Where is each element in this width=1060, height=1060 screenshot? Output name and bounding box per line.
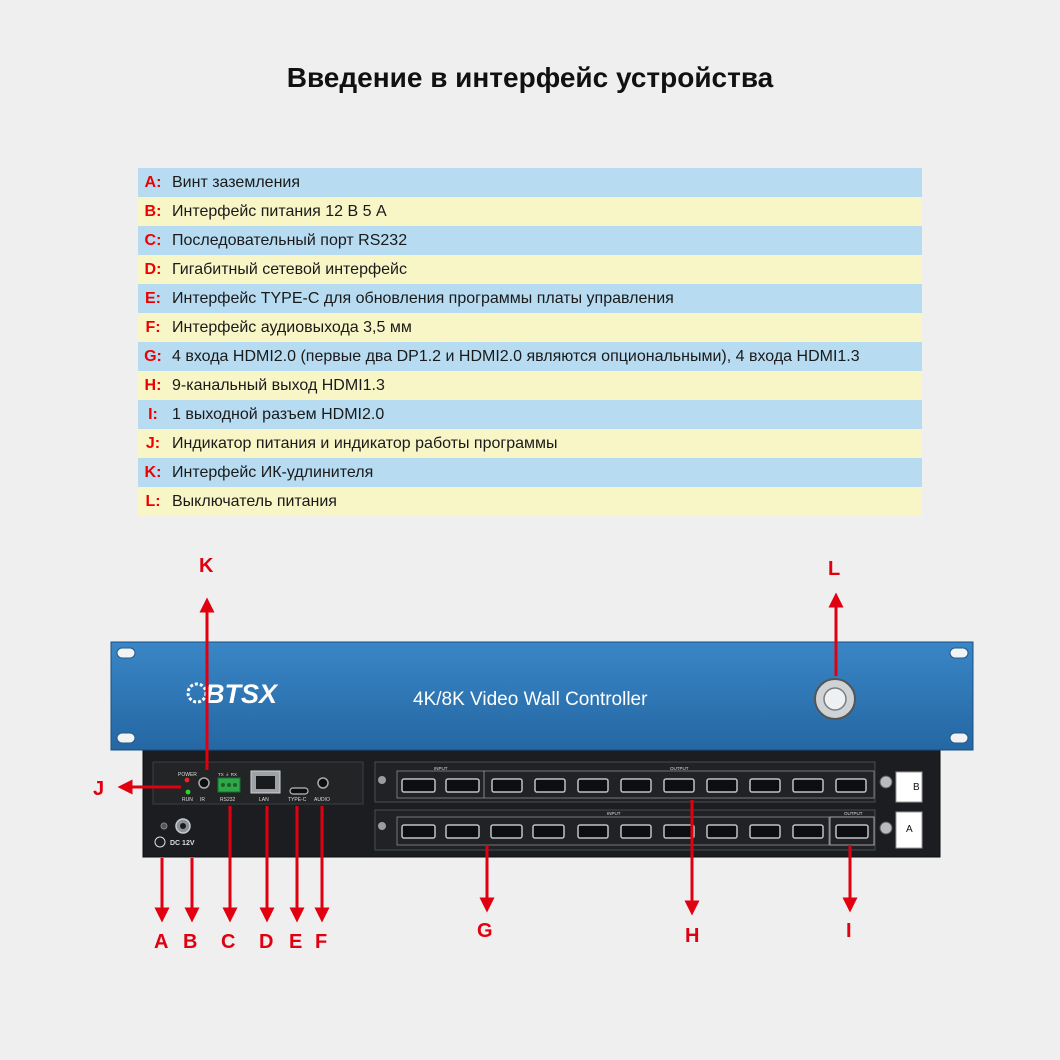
run-label: RUN [182, 797, 193, 803]
hdmi-port [578, 825, 608, 838]
hdmi-port [621, 779, 651, 792]
card-screw [378, 776, 386, 784]
dp-port [533, 825, 564, 838]
hdmi-port [707, 779, 737, 792]
rack-ear-hole [117, 733, 135, 743]
rs232-label: RS232 [220, 797, 236, 803]
hdmi-port [578, 779, 608, 792]
legend-letter: F: [145, 318, 161, 336]
legend-letter: I: [148, 405, 158, 423]
legend-letter: E: [145, 289, 161, 307]
card-screw [378, 822, 386, 830]
callout-k: K [199, 555, 214, 577]
ir-label: IR [200, 797, 205, 803]
legend-letter: C: [144, 231, 162, 249]
slot-b-label: B [913, 782, 920, 793]
legend-letter: B: [144, 202, 162, 220]
legend-row-c [138, 226, 922, 255]
slot-a-label: A [906, 824, 913, 835]
legend-letter: A: [144, 173, 162, 191]
callout-i: I [846, 920, 852, 942]
callout-f: F [315, 931, 328, 953]
legend-text: Последовательный порт RS232 [172, 231, 408, 249]
audio-label: AUDIO [314, 797, 330, 803]
hdmi-port [402, 825, 435, 838]
legend-row-d [138, 255, 922, 284]
legend-row-h [138, 371, 922, 400]
hdmi-port [402, 779, 435, 792]
hdmi-port [621, 825, 651, 838]
input-label-bottom: INPUT [607, 811, 621, 816]
legend-row-j [138, 429, 922, 458]
legend-text: Интерфейс ИК-удлинителя [172, 463, 374, 481]
lan-port-opening [256, 776, 275, 789]
hdmi-ports-bottom [402, 825, 868, 838]
legend-text: Индикатор питания и индикатор работы программы [172, 434, 558, 452]
terminal-screw [227, 783, 231, 787]
legend-text: Интерфейс аудиовыхода 3,5 мм [172, 318, 412, 336]
hdmi-port [492, 779, 522, 792]
power-led [185, 778, 190, 783]
terminal-screw [221, 783, 225, 787]
legend-letter: G: [144, 347, 162, 365]
callout-c: C [221, 931, 236, 953]
page-title: Введение в интерфейс устройства [286, 62, 774, 93]
hdmi-port [535, 779, 565, 792]
brand-name: BTSX [205, 679, 278, 709]
txrx-label: TX ⏚ RX [218, 772, 238, 777]
callout-e: E [289, 931, 303, 953]
legend-row-g [138, 342, 922, 371]
callout-h: H [685, 925, 700, 947]
run-led [186, 790, 191, 795]
dc-label: DC 12V [170, 840, 195, 847]
dp-port [446, 825, 479, 838]
legend-letter: H: [144, 376, 162, 394]
device-illustration [0, 540, 1060, 1060]
rack-ear-hole [950, 733, 968, 743]
input-label-top: INPUT [434, 766, 448, 771]
hdmi-port [491, 825, 522, 838]
rack-ear-hole [950, 648, 968, 658]
thumb-screw-b [880, 776, 892, 788]
hdmi-ports-top [402, 779, 866, 792]
callout-b: B [183, 931, 198, 953]
callout-l: L [828, 558, 841, 580]
legend-text: 4 входа HDMI2.0 (первые два DP1.2 и HDMI2.0 являются опциональными), 4 входа HDMI1.3 [172, 347, 860, 365]
legend-text: 1 выходной разъем HDMI2.0 [172, 405, 385, 423]
callout-g: G [477, 920, 493, 942]
legend-text: Интерфейс питания 12 В 5 А [172, 202, 387, 220]
hdmi-port [836, 779, 866, 792]
legend-row-a [138, 168, 922, 197]
output-label-bottom: OUTPUT [844, 811, 863, 816]
legend-row-l [138, 487, 922, 516]
legend-row-i [138, 400, 922, 429]
thumb-screw-a [880, 822, 892, 834]
callout-j: J [93, 778, 105, 800]
hdmi-port [750, 779, 780, 792]
power-switch-cap [824, 688, 846, 710]
power-label: POWER [178, 772, 197, 778]
legend-letter: D: [144, 260, 162, 278]
legend-letter: K: [144, 463, 162, 481]
hdmi-port [750, 825, 780, 838]
hdmi-port [793, 779, 823, 792]
lan-label: LAN [259, 797, 269, 803]
legend-letter: L: [145, 492, 161, 510]
legend-row-e [138, 284, 922, 313]
terminal-screw [233, 783, 237, 787]
hdmi-port [707, 825, 737, 838]
typec-label: TYPE-C [288, 797, 307, 803]
rack-ear-hole [117, 648, 135, 658]
legend-text: Гигабитный сетевой интерфейс [172, 260, 407, 278]
ground-screw [161, 823, 167, 829]
legend-text: Выключатель питания [172, 492, 337, 510]
callout-d: D [259, 931, 274, 953]
legend-row-f [138, 313, 922, 342]
legend-table [138, 168, 922, 516]
ir-jack [199, 778, 209, 788]
hdmi-out-port [836, 825, 868, 838]
legend-letter: J: [145, 434, 161, 452]
legend-text: Интерфейс TYPE-C для обновления программы платы управления [172, 289, 674, 307]
hdmi-port [664, 825, 694, 838]
dc-jack-core [180, 823, 186, 829]
hdmi-port [664, 779, 694, 792]
dp-port [446, 779, 479, 792]
callout-a: A [154, 931, 169, 953]
audio-jack [318, 778, 328, 788]
legend-text: Винт заземления [172, 173, 300, 191]
legend-text: 9-канальный выход HDMI1.3 [172, 376, 385, 394]
legend-row-b [138, 197, 922, 226]
legend-row-k [138, 458, 922, 487]
output-label-top: OUTPUT [670, 766, 689, 771]
device-model: 4K/8K Video Wall Controller [413, 689, 648, 710]
typec-port [290, 788, 308, 794]
hdmi-port [793, 825, 823, 838]
